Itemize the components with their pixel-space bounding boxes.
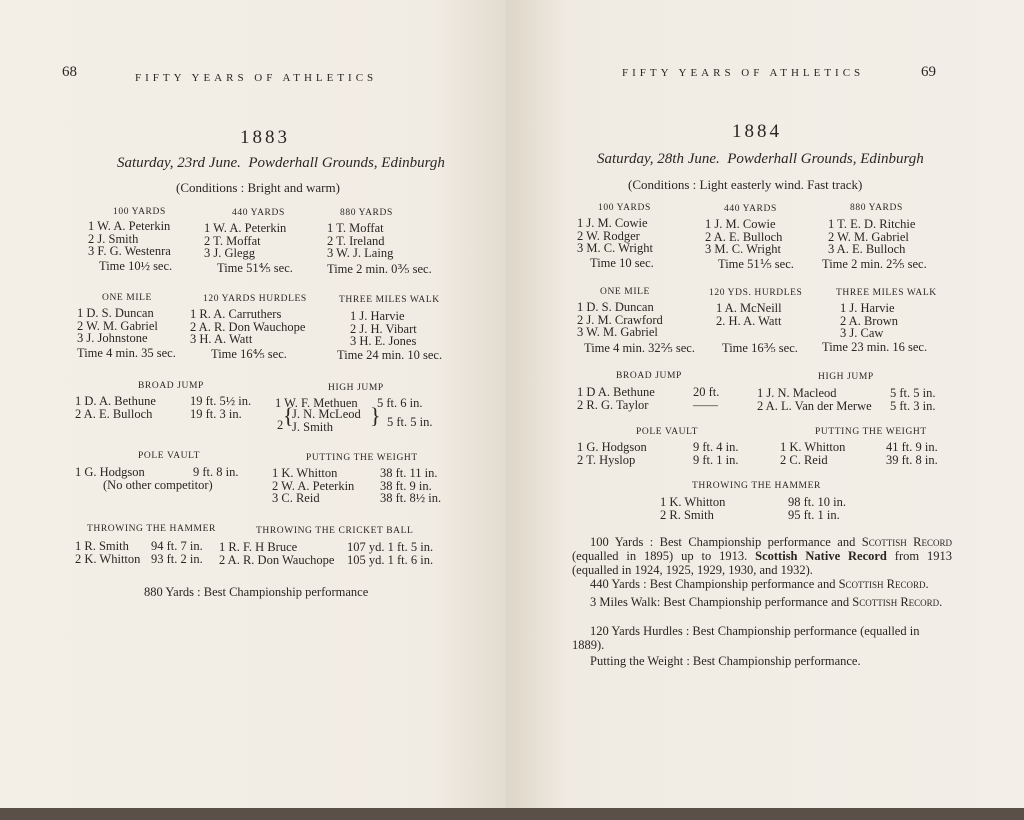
- result-line: 2 T. Moffat: [204, 233, 261, 248]
- result-line: 3 C. Reid: [272, 491, 320, 505]
- event-pole-vault-title: POLE VAULT: [636, 427, 699, 437]
- result-mark: 98 ft. 10 in.: [788, 495, 846, 509]
- event-high-jump-title: HIGH JUMP: [328, 383, 384, 393]
- event-cricket-ball-title: THROWING THE CRICKET BALL: [256, 526, 414, 536]
- result-line: 1 T. E. D. Ritchie: [828, 217, 916, 231]
- meeting-venue: Powderhall Grounds, Edinburgh: [727, 151, 924, 167]
- result-line: 1 D. S. Duncan: [577, 300, 654, 314]
- running-title: FIFTY YEARS OF ATHLETICS: [135, 72, 378, 84]
- result-mark: 9 ft. 4 in.: [693, 440, 739, 454]
- result-line: 1 K. Whitton: [660, 495, 726, 509]
- event-hurdles-time: Time 16⅗ sec.: [722, 341, 798, 355]
- result-line: 2 A. E. Bulloch: [75, 406, 153, 421]
- event-hammer-marks: [151, 540, 203, 565]
- result-line: 1 G. Hodgson: [577, 440, 647, 454]
- event-hammer-title: THROWING THE HAMMER: [692, 481, 821, 491]
- event-high-jump-title: HIGH JUMP: [818, 372, 874, 382]
- result-line: 2 W. M. Gabriel: [828, 229, 909, 244]
- event-hammer-marks: [788, 496, 846, 521]
- meeting-date: Saturday, 23rd June.: [117, 155, 241, 171]
- event-mile-title: ONE MILE: [600, 287, 650, 297]
- event-broad-jump-names: [577, 386, 655, 411]
- note-text: from 1913 (equalled in 1924, 1925, 1929, 1930, and 1932).: [572, 549, 952, 577]
- event-880-yards-results: [828, 218, 915, 256]
- meeting-date: Saturday, 28th June.: [597, 151, 720, 167]
- event-walk-title: THREE MILES WALK: [836, 288, 937, 298]
- result-line: 3 J. Caw: [840, 326, 884, 340]
- meeting-date-line: [117, 155, 445, 172]
- event-pole-vault-marks: [693, 441, 738, 466]
- result-line: 1 W. A. Peterkin: [204, 221, 287, 235]
- event-100-yards-time: Time 10½ sec.: [99, 259, 173, 273]
- result-mark: 20 ft.: [693, 385, 720, 399]
- event-hurdles-time: Time 16⅘ sec.: [211, 347, 287, 361]
- event-pole-vault-names: [577, 441, 647, 466]
- result-mark: 39 ft. 8 in.: [886, 452, 938, 467]
- pole-vault-mark: 9 ft. 8 in.: [193, 465, 239, 479]
- result-mark: 41 ft. 9 in.: [886, 440, 938, 454]
- result-line: 2 W. A. Peterkin: [272, 478, 355, 493]
- event-weight-names: [780, 441, 845, 466]
- event-hurdles-title: 120 YDS. HURDLES: [709, 288, 803, 298]
- event-880-yards-title: 880 YARDS: [340, 208, 393, 218]
- result-line: 2 J. Smith: [88, 231, 139, 246]
- result-line: 2 J. H. Vibart: [350, 321, 417, 336]
- year-heading: 1883: [240, 127, 290, 148]
- conditions: (Conditions : Bright and warm): [176, 180, 340, 195]
- result-line: 3 H. A. Watt: [190, 332, 253, 346]
- event-broad-jump-title: BROAD JUMP: [616, 371, 682, 381]
- result-line: 1 D. A. Bethune: [75, 394, 156, 408]
- result-line: 2 R. G. Taylor: [577, 397, 649, 412]
- event-hammer-title: THROWING THE HAMMER: [87, 524, 216, 534]
- result-mark: ——: [693, 397, 718, 412]
- note-100-yards: [572, 535, 952, 577]
- high-jump-tie-mark: 5 ft. 5 in.: [387, 415, 433, 429]
- event-weight-title: PUTTING THE WEIGHT: [815, 427, 927, 437]
- event-broad-jump-title: BROAD JUMP: [138, 381, 204, 391]
- result-line: 3 H. E. Jones: [350, 334, 417, 348]
- result-mark: 19 ft. 5½ in.: [190, 394, 252, 408]
- event-walk-time: Time 23 min. 16 sec.: [822, 340, 928, 354]
- result-line: 1 K. Whitton: [272, 466, 338, 480]
- result-line: 1 J. Harvie: [840, 301, 895, 315]
- result-mark: 5 ft. 3 in.: [890, 398, 936, 413]
- event-mile-title: ONE MILE: [102, 293, 152, 303]
- event-hammer-names: [660, 496, 725, 521]
- note-text: Best Championship performance and: [653, 535, 862, 549]
- result-line: 1 W. A. Peterkin: [88, 219, 171, 233]
- result-line: 3 F. G. Westenra: [88, 244, 171, 258]
- event-walk-results: [840, 302, 898, 340]
- note-smallcaps: Scottish Record.: [838, 577, 929, 591]
- event-100-yards-results: [88, 220, 171, 258]
- note-text: 440 Yards : Best Championship performance and: [590, 577, 839, 591]
- result-mark: 38 ft. 9 in.: [380, 478, 432, 493]
- event-walk-results: [350, 310, 417, 348]
- event-440-yards-title: 440 YARDS: [724, 204, 777, 214]
- note-3-miles-walk: [572, 595, 952, 609]
- page-number: 68: [62, 64, 77, 80]
- result-line: 1 K. Whitton: [780, 440, 846, 454]
- result-line: 1 R. Smith: [75, 539, 129, 553]
- right-page: [506, 0, 1024, 808]
- book-bottom-edge: [0, 808, 1024, 820]
- conditions: (Conditions : Light easterly wind. Fast track): [628, 177, 863, 192]
- note-text: 3 Miles Walk: Best Championship performance and: [590, 595, 853, 609]
- result-line: 3 A. E. Bulloch: [828, 242, 906, 256]
- event-weight-marks: [886, 441, 938, 466]
- note-hurdles: [572, 624, 952, 652]
- event-walk-time: Time 24 min. 10 sec.: [337, 348, 443, 362]
- result-mark: 5 ft. 6 in.: [377, 396, 423, 410]
- event-440-yards-time: Time 51⅕ sec.: [718, 257, 794, 271]
- result-line: 2 A. L. Van der Merwe: [757, 398, 872, 413]
- event-hurdles-results: [716, 302, 782, 327]
- event-mile-time: Time 4 min. 32⅖ sec.: [584, 341, 695, 355]
- result-line: 3 M. C. Wright: [577, 241, 654, 255]
- event-100-yards-title: 100 YARDS: [113, 207, 166, 217]
- left-brace: {: [283, 403, 294, 428]
- event-880-yards-time: Time 2 min. 0⅗ sec.: [327, 262, 432, 276]
- result-line: 1 J. M. Cowie: [705, 217, 776, 231]
- event-mile-results: [577, 301, 663, 339]
- result-line: 2 T. Ireland: [327, 233, 385, 248]
- result-line: 2 C. Reid: [780, 452, 828, 467]
- pole-vault-name: 1 G. Hodgson: [75, 465, 145, 479]
- result-mark: 38 ft. 11 in.: [380, 466, 438, 480]
- high-jump-tie-names: [292, 408, 361, 433]
- event-cricket-ball-marks: [347, 541, 433, 566]
- left-page: [0, 0, 506, 808]
- event-440-yards-time: Time 51⅘ sec.: [217, 261, 293, 275]
- event-880-yards-time: Time 2 min. 2⅖ sec.: [822, 257, 927, 271]
- result-mark: 38 ft. 8½ in.: [380, 491, 442, 505]
- result-line: 1 J. M. Cowie: [577, 216, 648, 230]
- pole-vault-note: (No other competitor): [103, 478, 213, 492]
- note-smallcaps: Record.: [900, 595, 943, 609]
- result-line: 1 J. N. Macleod: [757, 386, 837, 400]
- running-title: FIFTY YEARS OF ATHLETICS: [622, 67, 865, 79]
- event-hammer-names: [75, 540, 140, 565]
- event-broad-jump-marks: [190, 395, 251, 420]
- result-line: 2 A. Brown: [840, 313, 898, 328]
- event-broad-jump-marks: [693, 386, 719, 411]
- result-line: 2 A. R. Don Wauchope: [219, 552, 335, 567]
- note-text: (equalled in 1895) up to 1913.: [572, 549, 756, 563]
- result-line: 3 J. Johnstone: [77, 331, 148, 345]
- result-mark: 19 ft. 3 in.: [190, 406, 242, 421]
- right-brace: }: [370, 403, 381, 428]
- result-line: 2 R. Smith: [660, 507, 714, 522]
- result-mark: 105 yd. 1 ft. 6 in.: [347, 552, 434, 567]
- event-weight-title: PUTTING THE WEIGHT: [306, 453, 418, 463]
- result-line: J. Smith: [292, 419, 333, 434]
- result-mark: 94 ft. 7 in.: [151, 539, 203, 553]
- result-line: 2 K. Whitton: [75, 551, 141, 566]
- result-line: 3 W. M. Gabriel: [577, 325, 658, 339]
- event-440-yards-results: [204, 222, 286, 260]
- event-100-yards-time: Time 10 sec.: [590, 256, 654, 270]
- event-440-yards-title: 440 YARDS: [232, 208, 285, 218]
- result-line: 1 R. F. H Bruce: [219, 540, 298, 554]
- meeting-venue: Powderhall Grounds, Edinburgh: [248, 155, 445, 171]
- note-text: 120 Yards Hurdles : Best Championship performance (equalled in 1889).: [572, 624, 920, 652]
- result-line: 2 W. Rodger: [577, 228, 640, 243]
- event-440-yards-results: [705, 218, 782, 256]
- event-100-yards-title: 100 YARDS: [598, 203, 651, 213]
- event-mile-results: [77, 307, 158, 345]
- event-high-jump-marks: [890, 387, 935, 412]
- result-mark: 9 ft. 1 in.: [693, 452, 739, 467]
- event-hurdles-results: [190, 308, 305, 346]
- event-100-yards-results: [577, 217, 653, 255]
- result-line: 1 T. Moffat: [327, 221, 384, 235]
- event-high-jump-names: [757, 387, 872, 412]
- event-hurdles-title: 120 YARDS HURDLES: [203, 294, 307, 304]
- result-line: 3 J. Glegg: [204, 246, 256, 260]
- result-line: 2 T. Hyslop: [577, 452, 636, 467]
- result-line: 1 D. S. Duncan: [77, 306, 154, 320]
- result-line: 3 W. J. Laing: [327, 246, 394, 260]
- note-smallcaps: Scottish: [852, 595, 898, 609]
- note-label: 100 Yards :: [590, 535, 654, 549]
- page-number: 69: [921, 64, 936, 80]
- result-mark: 95 ft. 1 in.: [788, 507, 840, 522]
- note-smallcaps: Scottish: [861, 535, 907, 549]
- result-line: 3 M. C. Wright: [705, 242, 782, 256]
- result-line: 1 A. McNeill: [716, 301, 782, 315]
- event-walk-title: THREE MILES WALK: [339, 295, 440, 305]
- event-880-yards-results: [327, 222, 393, 260]
- result-line: J. N. McLeod: [292, 407, 361, 421]
- meeting-date-line: [597, 151, 924, 168]
- result-line: 1 J. Harvie: [350, 309, 405, 323]
- note-440-yards: [590, 577, 929, 591]
- result-line: 1 R. A. Carruthers: [190, 307, 282, 321]
- result-line: 1 D A. Bethune: [577, 385, 655, 399]
- result-mark: 107 yd. 1 ft. 5 in.: [347, 540, 434, 554]
- result-mark: 5 ft. 5 in.: [890, 386, 936, 400]
- result-mark: 93 ft. 2 in.: [151, 551, 203, 566]
- year-heading: 1884: [732, 121, 782, 142]
- event-cricket-ball-names: [219, 541, 334, 566]
- note-weight: Putting the Weight : Best Championship performance.: [590, 654, 861, 668]
- result-line: 2 A. E. Bulloch: [705, 229, 783, 244]
- note-bold: Scottish Native Record: [755, 549, 887, 563]
- result-line: 2. H. A. Watt: [716, 313, 782, 328]
- result-line: 2 W. M. Gabriel: [77, 318, 158, 333]
- result-line: 1 W. F. Methuen: [275, 396, 358, 410]
- event-880-yards-title: 880 YARDS: [850, 203, 903, 213]
- result-line: 2 A. R. Don Wauchope: [190, 319, 306, 334]
- high-jump-tie-position: 2: [277, 418, 284, 432]
- result-line: 2 J. M. Crawford: [577, 312, 663, 327]
- event-mile-time: Time 4 min. 35 sec.: [77, 346, 176, 360]
- note-smallcaps: Record: [913, 535, 952, 549]
- event-pole-vault-title: POLE VAULT: [138, 451, 201, 461]
- event-weight-names: [272, 467, 354, 505]
- event-weight-marks: [380, 467, 441, 505]
- event-broad-jump-names: [75, 395, 156, 420]
- footnote: 880 Yards : Best Championship performance: [144, 585, 369, 599]
